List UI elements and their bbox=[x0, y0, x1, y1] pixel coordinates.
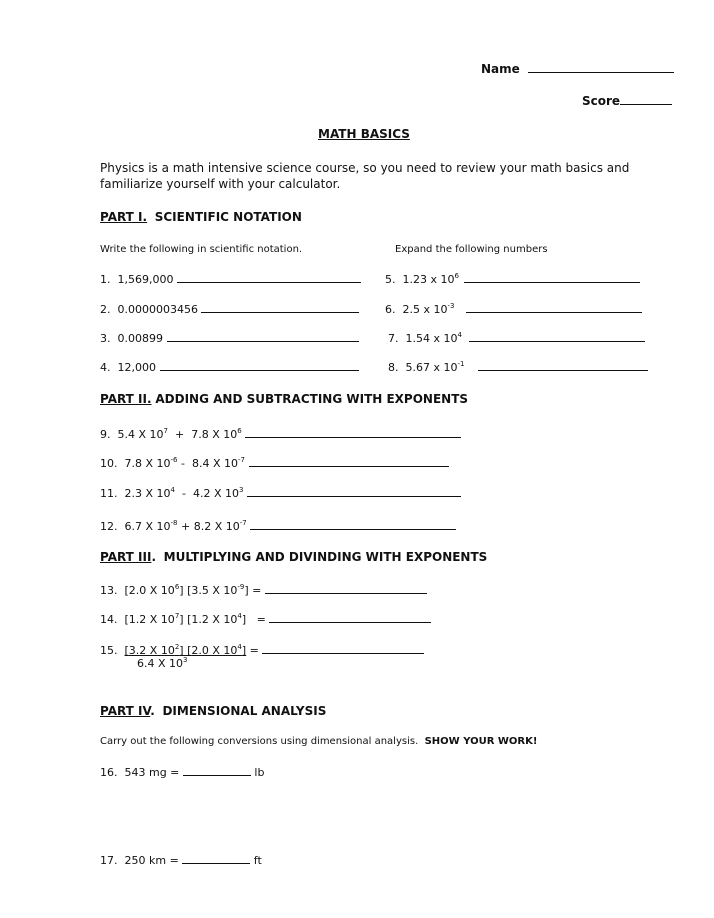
q5-answer-blank[interactable] bbox=[464, 272, 640, 283]
q16-unit: lb bbox=[254, 766, 265, 779]
question-6: 6. 2.5 x $10^{-3}$ bbox=[385, 302, 642, 316]
q8-text: 5.67 x 10 bbox=[405, 361, 458, 374]
q12-term-b: 8.2 X 10 bbox=[193, 520, 240, 533]
q7-exponent: 4 bbox=[457, 331, 462, 339]
q15-exp-a: 2 bbox=[174, 643, 180, 651]
intro-paragraph: Physics is a math intensive science course, so you need to review your math basics and familiarize yourself with your calculator. bbox=[100, 161, 630, 191]
part1-title: SCIENTIFIC NOTATION bbox=[154, 210, 302, 224]
q11-term-a: 2.3 X 10 bbox=[124, 487, 171, 500]
q15-denominator bbox=[137, 657, 188, 670]
q9-term-b: 7.8 X 10 bbox=[191, 428, 238, 441]
question-12: 12. 6.7 X $10^{-8} + 8.2$ X $10^{-7}$ bbox=[100, 519, 456, 533]
question-11: 11. 2.3 X $10^4 - 4.2$ X $10^3$ bbox=[100, 486, 461, 500]
part1-right-instruction: Expand the following numbers bbox=[395, 244, 548, 255]
q9-exp-a: 7 bbox=[163, 427, 168, 435]
question-9: 9. 5.4 X $10^7 + 7.8$ X $10^6$ bbox=[100, 427, 461, 441]
q6-text: 2.5 x 10 bbox=[402, 303, 448, 316]
q10-exp-a: -6 bbox=[170, 456, 178, 464]
q2-text: 0.0000003456 bbox=[117, 303, 198, 316]
q14-exp-a: 7 bbox=[174, 612, 180, 620]
q10-term-a: 7.8 X 10 bbox=[124, 457, 171, 470]
question-13: 13. [2.0 X $10^6$] [3.5 X $10^{-9}$] = bbox=[100, 583, 427, 597]
part4-instruction-text: Carry out the following conversions using dimensional analysis. bbox=[100, 736, 419, 747]
question-8: 8. 5.67 x $10^{-1}$ bbox=[388, 360, 648, 374]
part2-label: PART II. bbox=[100, 392, 152, 406]
q3-text: 0.00899 bbox=[117, 332, 163, 345]
name-blank[interactable] bbox=[528, 62, 674, 73]
part1-heading bbox=[100, 210, 302, 224]
q13-exp-b: -9 bbox=[237, 583, 245, 591]
q13-term-b: 3.5 X 10 bbox=[191, 584, 238, 597]
q10-operator: - bbox=[181, 457, 185, 470]
q16-text: 543 mg = bbox=[124, 766, 180, 779]
question-2: 2. 0.0000003456 bbox=[100, 302, 359, 316]
q2-answer-blank[interactable] bbox=[201, 302, 359, 313]
q15-answer-blank[interactable] bbox=[262, 643, 424, 654]
name-field[interactable] bbox=[481, 62, 674, 76]
question-5: 5. 1.23 x $10^6$ bbox=[385, 272, 640, 286]
score-field[interactable] bbox=[582, 94, 672, 108]
q17-answer-blank[interactable] bbox=[182, 853, 250, 864]
score-label: Score bbox=[582, 94, 621, 108]
q10-exp-b: -7 bbox=[238, 456, 246, 464]
q17-text: 250 km = bbox=[124, 854, 179, 867]
q15-numerator: [3.2 X $10^2$] [2.0 X $10^4$] bbox=[124, 643, 247, 657]
part4-title: DIMENSIONAL ANALYSIS bbox=[162, 704, 327, 718]
q11-term-b: 4.2 X 10 bbox=[192, 487, 240, 500]
q9-term-a: 5.4 X 10 bbox=[117, 428, 164, 441]
q7-answer-blank[interactable] bbox=[469, 331, 645, 342]
question-14: 14. [1.2 X $10^7$] [1.2 X $10^4$] = bbox=[100, 612, 431, 626]
part4-heading: PART IV. DIMENSIONAL ANALYSIS bbox=[100, 704, 327, 718]
q17-unit: ft bbox=[253, 854, 262, 867]
q12-term-a: 6.7 X 10 bbox=[124, 520, 171, 533]
q13-term-a: 2.0 X 10 bbox=[128, 584, 175, 597]
q12-answer-blank[interactable] bbox=[250, 519, 456, 530]
question-1: 1. 1,569,000 bbox=[100, 272, 361, 286]
part4-label: PART IV bbox=[100, 704, 151, 718]
q15-exp-b: 4 bbox=[237, 643, 242, 651]
q7-text: 1.54 x 10 bbox=[405, 332, 458, 345]
part3-title: MULTIPLYING AND DIVINDING WITH EXPONENTS bbox=[163, 550, 488, 564]
q9-answer-blank[interactable] bbox=[245, 427, 461, 438]
q15-den-term: 6.4 X 10 bbox=[137, 657, 184, 670]
q11-answer-blank[interactable] bbox=[247, 486, 461, 497]
name-label: Name bbox=[481, 62, 520, 76]
q12-exp-b: -7 bbox=[239, 519, 247, 527]
q11-exp-a: 4 bbox=[170, 486, 175, 494]
part1-left-instruction: Write the following in scientific notation. bbox=[100, 244, 303, 255]
q13-answer-blank[interactable] bbox=[265, 583, 427, 594]
part4-instruction-emphasis: SHOW YOUR WORK! bbox=[424, 736, 538, 747]
q11-operator: - bbox=[182, 487, 186, 500]
question-4: 4. 12,000 bbox=[100, 360, 359, 374]
score-blank[interactable] bbox=[620, 94, 672, 105]
q12-operator: + bbox=[181, 520, 191, 533]
question-17: 17. 250 km = ft bbox=[100, 854, 262, 867]
q4-text: 12,000 bbox=[117, 361, 156, 374]
question-15: 15. [3.2 X $10^2$] [2.0 X $10^4$] = bbox=[100, 643, 424, 657]
q11-exp-b: 3 bbox=[239, 486, 244, 494]
q8-answer-blank[interactable] bbox=[478, 360, 648, 371]
q14-answer-blank[interactable] bbox=[269, 612, 431, 623]
q13-exp-a: 6 bbox=[174, 583, 180, 591]
q6-exponent: -3 bbox=[447, 302, 455, 310]
q10-term-b: 8.4 X 10 bbox=[192, 457, 239, 470]
q15-term-a: 3.2 X 10 bbox=[128, 644, 175, 657]
q4-answer-blank[interactable] bbox=[160, 360, 359, 371]
q1-answer-blank[interactable] bbox=[177, 272, 361, 283]
question-10: 10. 7.8 X $10^{-6} - 8.4$ X $10^{-7}$ bbox=[100, 456, 449, 470]
q14-term-b: 1.2 X 10 bbox=[191, 613, 238, 626]
q8-exponent: -1 bbox=[457, 360, 465, 368]
q9-operator: + bbox=[175, 428, 185, 441]
q1-text: 1,569,000 bbox=[117, 273, 174, 286]
page-title: MATH BASICS bbox=[318, 127, 410, 141]
part2-title: ADDING AND SUBTRACTING WITH EXPONENTS bbox=[155, 392, 469, 406]
q10-answer-blank[interactable] bbox=[249, 456, 449, 467]
q6-answer-blank[interactable] bbox=[466, 302, 642, 313]
q5-text: 1.23 x 10 bbox=[402, 273, 455, 286]
part2-heading bbox=[100, 392, 468, 406]
question-16: 16. 543 mg = lb bbox=[100, 766, 265, 779]
q16-answer-blank[interactable] bbox=[183, 765, 251, 776]
q3-answer-blank[interactable] bbox=[167, 331, 359, 342]
q14-exp-b: 4 bbox=[237, 612, 242, 620]
q5-exponent: 6 bbox=[454, 272, 459, 280]
q15-den-exp: 3 bbox=[183, 656, 188, 664]
q9-exp-b: 6 bbox=[237, 427, 242, 435]
q15-term-b: 2.0 X 10 bbox=[191, 644, 238, 657]
question-7: 7. 1.54 x $10^4$ bbox=[388, 331, 645, 345]
part3-heading: PART III. MULTIPLYING AND DIVINDING WITH EXPONENTS bbox=[100, 550, 488, 564]
part1-label: PART I. bbox=[100, 210, 148, 224]
part4-instruction bbox=[100, 736, 537, 747]
question-3: 3. 0.00899 bbox=[100, 331, 359, 345]
q14-term-a: 1.2 X 10 bbox=[128, 613, 175, 626]
q12-exp-a: -8 bbox=[170, 519, 178, 527]
part3-label: PART III bbox=[100, 550, 152, 564]
